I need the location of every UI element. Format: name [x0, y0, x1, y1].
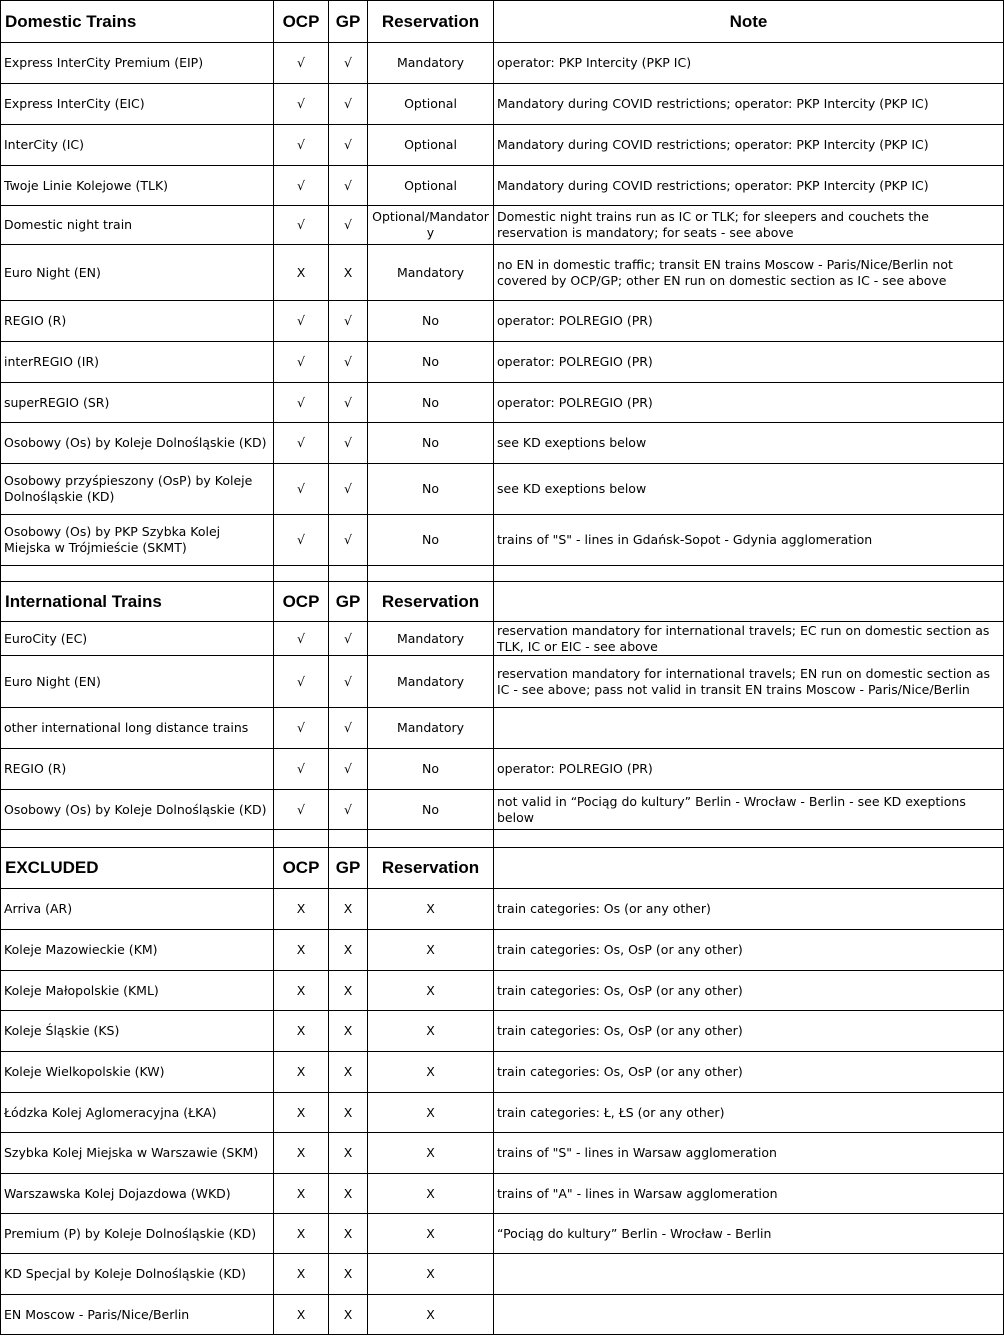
train-name: interREGIO (IR) [1, 342, 274, 383]
note-cell: operator: POLREGIO (PR) [494, 301, 1004, 342]
gp-cell: √ [329, 656, 368, 708]
ocp-cell: √ [274, 464, 329, 515]
gp-cell: √ [329, 790, 368, 830]
table-row [1, 1133, 1004, 1174]
gp-header: GP [329, 582, 368, 622]
table-row [1, 515, 1004, 566]
ocp-cell: √ [274, 301, 329, 342]
spacer-row [1, 830, 1004, 848]
table-row [1, 464, 1004, 515]
reservation-cell: X [368, 1174, 494, 1214]
gp-cell: √ [329, 515, 368, 566]
reservation-cell: X [368, 1011, 494, 1052]
train-name: Osobowy (Os) by PKP Szybka Kolej Miejska w Trójmieście (SKMT) [1, 515, 274, 566]
note-header [494, 582, 1004, 622]
table-row [1, 125, 1004, 166]
gp-cell: X [329, 1174, 368, 1214]
reservation-cell: No [368, 790, 494, 830]
train-name: REGIO (R) [1, 301, 274, 342]
reservation-cell: Optional/Mandatory [368, 206, 494, 245]
gp-cell: √ [329, 708, 368, 749]
ocp-cell: √ [274, 622, 329, 656]
reservation-header: Reservation [368, 1, 494, 43]
gp-cell: √ [329, 749, 368, 790]
note-cell: reservation mandatory for international travels; EN run on domestic section as IC - see above; pass not valid in transit EN trains Moscow - Paris/Nice/Berlin [494, 656, 1004, 708]
note-cell: operator: POLREGIO (PR) [494, 342, 1004, 383]
reservation-cell: Optional [368, 125, 494, 166]
reservation-cell: Optional [368, 84, 494, 125]
reservation-cell: X [368, 971, 494, 1011]
train-name: Koleje Wielkopolskie (KW) [1, 1052, 274, 1093]
note-cell: train categories: Os, OsP (or any other) [494, 930, 1004, 971]
train-name: REGIO (R) [1, 749, 274, 790]
reservation-cell: X [368, 1133, 494, 1174]
note-cell: see KD exeptions below [494, 464, 1004, 515]
train-name: other international long distance trains [1, 708, 274, 749]
ocp-cell: √ [274, 84, 329, 125]
ocp-cell: X [274, 245, 329, 301]
note-cell: “Pociąg do kultury” Berlin - Wrocław - Berlin [494, 1214, 1004, 1254]
section-header-excluded [1, 848, 1004, 889]
reservation-header: Reservation [368, 582, 494, 622]
reservation-cell: No [368, 464, 494, 515]
note-cell: trains of "S" - lines in Gdańsk-Sopot - Gdynia agglomeration [494, 515, 1004, 566]
table-row [1, 245, 1004, 301]
ocp-cell: X [274, 1052, 329, 1093]
table-row [1, 423, 1004, 464]
gp-cell: X [329, 1011, 368, 1052]
section-title: International Trains [1, 582, 274, 622]
ocp-cell: √ [274, 708, 329, 749]
train-name: KD Specjal by Koleje Dolnośląskie (KD) [1, 1254, 274, 1295]
ocp-header: OCP [274, 1, 329, 43]
gp-cell: X [329, 1214, 368, 1254]
ocp-cell: X [274, 1254, 329, 1295]
train-name: EuroCity (EC) [1, 622, 274, 656]
note-cell: operator: POLREGIO (PR) [494, 383, 1004, 423]
note-cell: train categories: Os, OsP (or any other) [494, 971, 1004, 1011]
section-header-domestic [1, 1, 1004, 43]
train-name: Szybka Kolej Miejska w Warszawie (SKM) [1, 1133, 274, 1174]
reservation-cell: X [368, 889, 494, 930]
reservation-cell: No [368, 515, 494, 566]
gp-cell: X [329, 1295, 368, 1335]
train-name: Łódzka Kolej Aglomeracyjna (ŁKA) [1, 1093, 274, 1133]
reservation-cell: X [368, 930, 494, 971]
ocp-cell: X [274, 971, 329, 1011]
ocp-cell: X [274, 930, 329, 971]
note-cell [494, 708, 1004, 749]
gp-cell: √ [329, 301, 368, 342]
reservation-cell: No [368, 342, 494, 383]
table-row [1, 790, 1004, 830]
ocp-cell: √ [274, 790, 329, 830]
ocp-cell: X [274, 1295, 329, 1335]
gp-header: GP [329, 848, 368, 889]
ocp-cell: √ [274, 383, 329, 423]
train-name: Express InterCity Premium (EIP) [1, 43, 274, 84]
note-cell: train categories: Os (or any other) [494, 889, 1004, 930]
gp-cell: X [329, 889, 368, 930]
ocp-cell: √ [274, 166, 329, 206]
note-header: Note [494, 1, 1004, 43]
ocp-cell: √ [274, 206, 329, 245]
reservation-cell: Mandatory [368, 708, 494, 749]
table-row [1, 84, 1004, 125]
gp-cell: √ [329, 206, 368, 245]
note-cell: Domestic night trains run as IC or TLK; for sleepers and couchets the reservation is mandatory; for seats - see above [494, 206, 1004, 245]
gp-cell: X [329, 1133, 368, 1174]
table-row [1, 1214, 1004, 1254]
note-cell: see KD exeptions below [494, 423, 1004, 464]
train-name: Osobowy (Os) by Koleje Dolnośląskie (KD) [1, 790, 274, 830]
table-row [1, 749, 1004, 790]
ocp-cell: X [274, 1133, 329, 1174]
ocp-header: OCP [274, 582, 329, 622]
table-row [1, 1093, 1004, 1133]
table-row [1, 1011, 1004, 1052]
train-name: Osobowy (Os) by Koleje Dolnośląskie (KD) [1, 423, 274, 464]
reservation-cell: X [368, 1052, 494, 1093]
note-cell: Mandatory during COVID restrictions; operator: PKP Intercity (PKP IC) [494, 84, 1004, 125]
section-header-international [1, 582, 1004, 622]
table-row [1, 656, 1004, 708]
note-cell: trains of "S" - lines in Warsaw agglomeration [494, 1133, 1004, 1174]
train-name: Warszawska Kolej Dojazdowa (WKD) [1, 1174, 274, 1214]
train-name: Premium (P) by Koleje Dolnośląskie (KD) [1, 1214, 274, 1254]
gp-cell: X [329, 971, 368, 1011]
train-name: Koleje Mazowieckie (KM) [1, 930, 274, 971]
table-row [1, 1254, 1004, 1295]
ocp-cell: X [274, 1174, 329, 1214]
note-cell: not valid in “Pociąg do kultury” Berlin - Wrocław - Berlin - see KD exeptions below [494, 790, 1004, 830]
note-cell: Mandatory during COVID restrictions; operator: PKP Intercity (PKP IC) [494, 166, 1004, 206]
reservation-cell: Optional [368, 166, 494, 206]
note-cell: operator: POLREGIO (PR) [494, 749, 1004, 790]
ocp-cell: √ [274, 515, 329, 566]
reservation-cell: Mandatory [368, 656, 494, 708]
table-row [1, 383, 1004, 423]
gp-cell: X [329, 1052, 368, 1093]
ocp-cell: X [274, 1011, 329, 1052]
ocp-cell: √ [274, 125, 329, 166]
reservation-cell: X [368, 1214, 494, 1254]
train-name: Koleje Śląskie (KS) [1, 1011, 274, 1052]
table-row [1, 971, 1004, 1011]
table-row [1, 1295, 1004, 1335]
ocp-cell: √ [274, 749, 329, 790]
gp-cell: X [329, 1093, 368, 1133]
table-row [1, 889, 1004, 930]
reservation-cell: Mandatory [368, 622, 494, 656]
train-name: Arriva (AR) [1, 889, 274, 930]
ocp-cell: X [274, 889, 329, 930]
section-title: EXCLUDED [1, 848, 274, 889]
table-row [1, 342, 1004, 383]
note-cell [494, 1295, 1004, 1335]
gp-cell: √ [329, 622, 368, 656]
train-name: Osobowy przyśpieszony (OsP) by Koleje Dolnośląskie (KD) [1, 464, 274, 515]
table-row [1, 1052, 1004, 1093]
gp-cell: √ [329, 43, 368, 84]
gp-cell: √ [329, 423, 368, 464]
train-name: Euro Night (EN) [1, 245, 274, 301]
ocp-cell: √ [274, 342, 329, 383]
gp-cell: √ [329, 383, 368, 423]
note-cell: trains of "A" - lines in Warsaw agglomeration [494, 1174, 1004, 1214]
table-row [1, 206, 1004, 245]
note-cell: reservation mandatory for international travels; EC run on domestic section as TLK, IC or EIC - see above [494, 622, 1004, 656]
train-name: Twoje Linie Kolejowe (TLK) [1, 166, 274, 206]
note-cell: no EN in domestic traffic; transit EN trains Moscow - Paris/Nice/Berlin not covered by OCP/GP; other EN run on domestic section as IC - see above [494, 245, 1004, 301]
train-name: Express InterCity (EIC) [1, 84, 274, 125]
gp-cell: √ [329, 342, 368, 383]
ocp-cell: √ [274, 43, 329, 84]
gp-header: GP [329, 1, 368, 43]
table-row [1, 930, 1004, 971]
train-name: Euro Night (EN) [1, 656, 274, 708]
reservation-cell: X [368, 1295, 494, 1335]
reservation-cell: No [368, 749, 494, 790]
table-row [1, 301, 1004, 342]
ocp-cell: X [274, 1093, 329, 1133]
note-cell: train categories: Os, OsP (or any other) [494, 1011, 1004, 1052]
gp-cell: √ [329, 464, 368, 515]
table-row [1, 43, 1004, 84]
reservation-cell: No [368, 383, 494, 423]
gp-cell: X [329, 1254, 368, 1295]
reservation-cell: X [368, 1093, 494, 1133]
train-name: superREGIO (SR) [1, 383, 274, 423]
table-row [1, 708, 1004, 749]
train-name: InterCity (IC) [1, 125, 274, 166]
note-cell: operator: PKP Intercity (PKP IC) [494, 43, 1004, 84]
reservation-header: Reservation [368, 848, 494, 889]
note-cell: train categories: Ł, ŁS (or any other) [494, 1093, 1004, 1133]
spacer-row [1, 566, 1004, 582]
train-name: Koleje Małopolskie (KML) [1, 971, 274, 1011]
table-row [1, 1174, 1004, 1214]
section-title: Domestic Trains [1, 1, 274, 43]
ocp-cell: √ [274, 656, 329, 708]
reservation-cell: No [368, 301, 494, 342]
reservation-cell: X [368, 1254, 494, 1295]
note-header [494, 848, 1004, 889]
gp-cell: √ [329, 125, 368, 166]
note-cell [494, 1254, 1004, 1295]
reservation-cell: Mandatory [368, 245, 494, 301]
table-row [1, 622, 1004, 656]
gp-cell: X [329, 930, 368, 971]
gp-cell: √ [329, 166, 368, 206]
table-row [1, 166, 1004, 206]
reservation-cell: Mandatory [368, 43, 494, 84]
train-name: Domestic night train [1, 206, 274, 245]
ocp-cell: √ [274, 423, 329, 464]
ocp-header: OCP [274, 848, 329, 889]
reservation-cell: No [368, 423, 494, 464]
train-name: EN Moscow - Paris/Nice/Berlin [1, 1295, 274, 1335]
ocp-cell: X [274, 1214, 329, 1254]
note-cell: Mandatory during COVID restrictions; operator: PKP Intercity (PKP IC) [494, 125, 1004, 166]
gp-cell: √ [329, 84, 368, 125]
note-cell: train categories: Os, OsP (or any other) [494, 1052, 1004, 1093]
gp-cell: X [329, 245, 368, 301]
